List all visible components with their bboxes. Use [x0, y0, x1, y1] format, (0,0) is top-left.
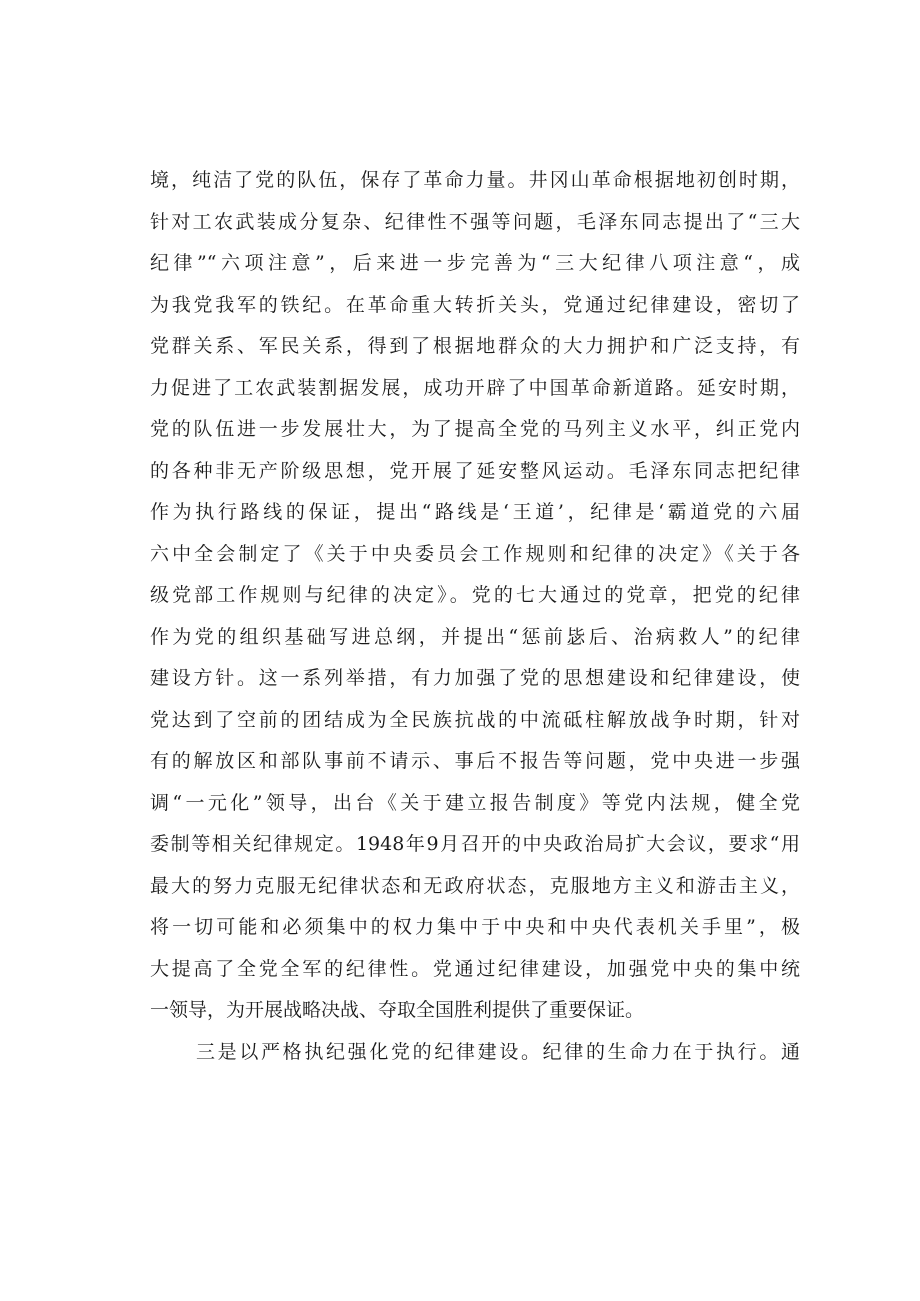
- text-line: 针对工农武装成分复杂、纪律性不强等问题，毛泽东同志提出了“三大: [150, 210, 800, 233]
- text-line: 党群关系、军民关系，得到了根据地群众的大力拥护和广泛支持，有: [150, 335, 800, 357]
- text-line: 作为执行路线的保证，提出“路线是‘王道’，纪律是‘霸道党的六届: [150, 501, 800, 523]
- text-line: 力促进了工农武装割据发展，成功开辟了中国革命新道路。延安时期，: [150, 376, 800, 399]
- text-line: 建设方针。这一系列举措，有力加强了党的思想建设和纪律建设，使: [150, 667, 800, 689]
- text-line: 境，纯洁了党的队伍，保存了革命力量。井冈山革命根据地初创时期，: [150, 169, 800, 191]
- text-line: 的各种非无产阶级思想，党开展了延安整风运动。毛泽东同志把纪律: [150, 459, 800, 482]
- text-line: 将一切可能和必须集中的权力集中于中央和中央代表机关手里”，极: [150, 916, 800, 938]
- text-line: 党达到了空前的团结成为全民族抗战的中流砥柱解放战争时期，针对: [150, 708, 800, 731]
- text-line: 有的解放区和部队事前不请示、事后不报告等问题，党中央进一步强: [150, 750, 800, 772]
- document-body: [150, 160, 800, 1073]
- text-line: 大提高了全党全军的纪律性。党通过纪律建设，加强党中央的集中统: [150, 957, 800, 980]
- text-line: 作为党的组织基础写进总纲，并提出“惩前毖后、治病救人”的纪律: [150, 625, 800, 648]
- text-line: 最大的努力克服无纪律状态和无政府状态，克服地方主义和游击主义，: [150, 874, 800, 897]
- text-line: 六中全会制定了《关于中央委员会工作规则和纪律的决定》《关于各: [150, 542, 800, 565]
- paragraph-start-line: 三是以严格执纪强化党的纪律建设。纪律的生命力在于执行。通: [196, 1040, 800, 1063]
- text-line: 级党部工作规则与纪律的决定》。党的七大通过的党章，把党的纪律: [150, 584, 800, 606]
- text-line: 委制等相关纪律规定。1948年9月召开的中央政治局扩大会议，要求“用: [150, 833, 800, 855]
- text-line: 纪律”“六项注意”，后来进一步完善为“三大纪律八项注意“，成: [150, 252, 800, 274]
- text-line: 党的队伍进一步发展壮大，为了提高全党的马列主义水平，纠正党内: [150, 418, 800, 440]
- text-line: 调“一元化”领导，出台《关于建立报告制度》等党内法规，健全党: [150, 791, 800, 814]
- text-line: 一领导，为开展战略决战、夺取全国胜利提供了重要保证。: [150, 999, 645, 1021]
- text-line: 为我党我军的铁纪。在革命重大转折关头，党通过纪律建设，密切了: [150, 293, 800, 316]
